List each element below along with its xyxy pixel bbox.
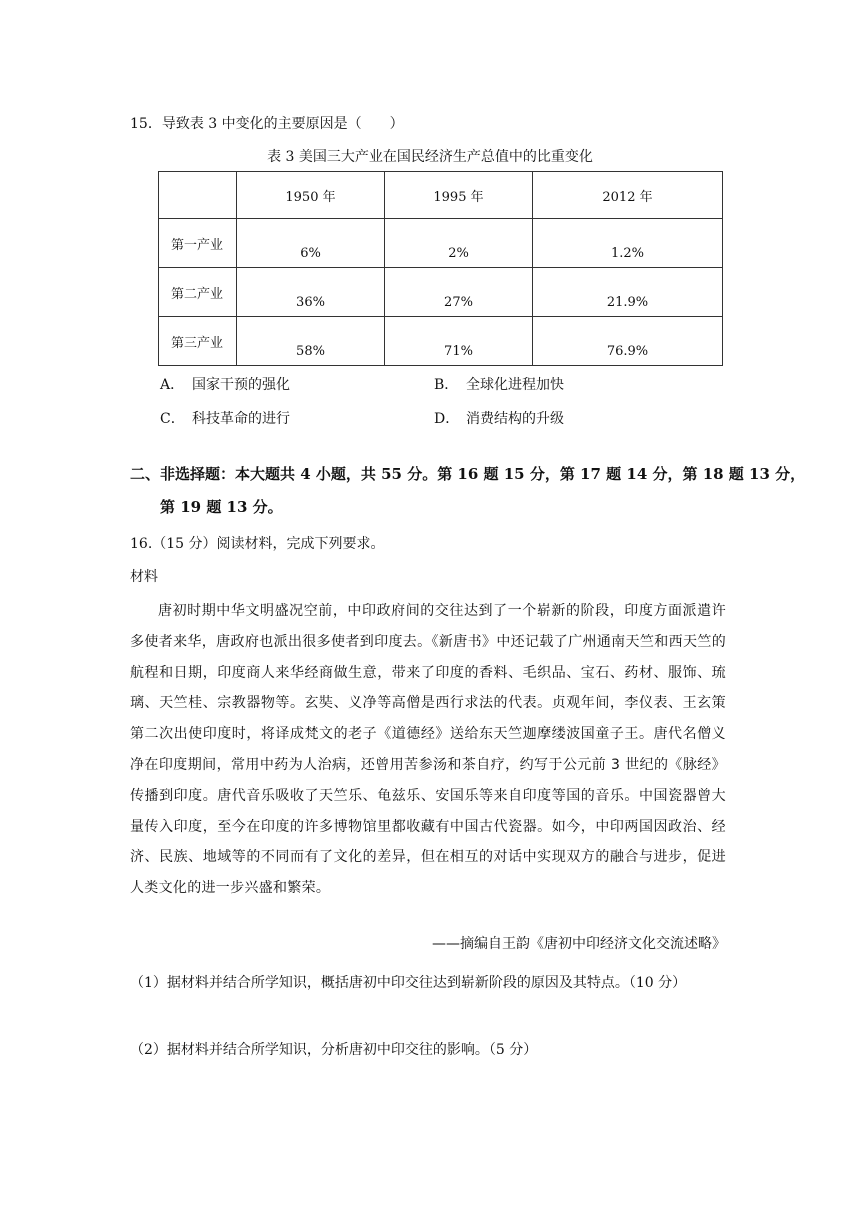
table-header-cell: 2012 年 [533, 172, 723, 219]
option-b[interactable] [434, 374, 564, 394]
material-label: 材料 [130, 569, 158, 585]
table-cell: 21.9% [533, 268, 723, 317]
option-letter: D． [434, 411, 460, 427]
section-2-heading-cont: 第 19 题 13 分。 [160, 498, 283, 516]
option-d[interactable] [434, 408, 564, 428]
table-row [159, 219, 723, 268]
option-text: 科技革命的进行 [192, 411, 290, 427]
table-cell: 71% [385, 317, 533, 366]
question-16-part-1: （1）据材料并结合所学知识，概括唐初中印交往达到崭新阶段的原因及其特点。（10 分） [130, 975, 687, 991]
question-16-stem: 16.（15 分）阅读材料，完成下列要求。 [130, 536, 385, 552]
material-source: ——摘编自王韵《唐初中印经济文化交流述略》 [432, 936, 726, 952]
table-row-header: 第三产业 [159, 317, 237, 366]
option-letter: C． [160, 411, 185, 427]
table-caption: 表 3 美国三大产业在国民经济生产总值中的比重变化 [267, 149, 593, 165]
option-text: 全球化进程加快 [466, 377, 564, 393]
question-16-part-2: （2）据材料并结合所学知识，分析唐初中印交往的影响。（5 分） [130, 1042, 538, 1058]
table-header-cell: 1950 年 [237, 172, 385, 219]
table-cell: 36% [237, 268, 385, 317]
option-a[interactable] [160, 374, 290, 394]
table-row [159, 268, 723, 317]
table-cell: 27% [385, 268, 533, 317]
table-cell: 2% [385, 219, 533, 268]
table-header-row [159, 172, 723, 219]
option-letter: A． [160, 377, 185, 393]
table-cell: 76.9% [533, 317, 723, 366]
table-row-header: 第一产业 [159, 219, 237, 268]
table-header-cell: 1995 年 [385, 172, 533, 219]
section-2-heading: 二、非选择题：本大题共 4 小题，共 55 分。第 16 题 15 分，第 17 题 14 分，第 18 题 13 分， [130, 465, 806, 483]
option-letter: B． [434, 377, 459, 393]
option-text: 国家干预的强化 [192, 377, 290, 393]
option-text: 消费结构的升级 [466, 411, 564, 427]
option-c[interactable] [160, 408, 290, 428]
table-row-header: 第二产业 [159, 268, 237, 317]
material-paragraph: 唐初时期中华文明盛况空前，中印政府间的交往达到了一个崭新的阶段，印度方面派遣许多使者来华，唐政府也派出很多使者到印度去。《新唐书》中还记载了广州通南天竺和西天竺的航程和日期，印度商人来华经商做生意，带来了印度的香料、毛织品、宝石、药材、服饰、琉璃、天竺桂、宗教器物等。玄奘、义净等高僧是西行求法的代表。贞观年间，李仪表、王玄策第二次出使印度时，将译成梵文的老子《道德经》送给东天竺迦摩缕波国童子王。唐代名僧义净在印度期间，常用中药为人治病，还曾用苦参汤和茶自疗，约写于公元前 3 世纪的《脉经》传播到印度。唐代音乐吸收了天竺乐、龟兹乐、安国乐等来自印度等国的音乐。中国瓷器曾大量传入印度，至今在印度的许多博物馆里都收藏有中国古代瓷器。如今，中印两国因政治、经济、民族、地域等的不同而有了文化的差异，但在相互的对话中实现双方的融合与进步，促进人类文化的进一步兴盛和繁荣。 [130, 603, 726, 897]
table-header-cell [159, 172, 237, 219]
table-cell: 58% [237, 317, 385, 366]
industry-share-table [158, 171, 723, 366]
question-15-stem: 15．导致表 3 中变化的主要原因是（ ） [130, 116, 404, 132]
table-row [159, 317, 723, 366]
table-cell: 6% [237, 219, 385, 268]
table-cell: 1.2% [533, 219, 723, 268]
